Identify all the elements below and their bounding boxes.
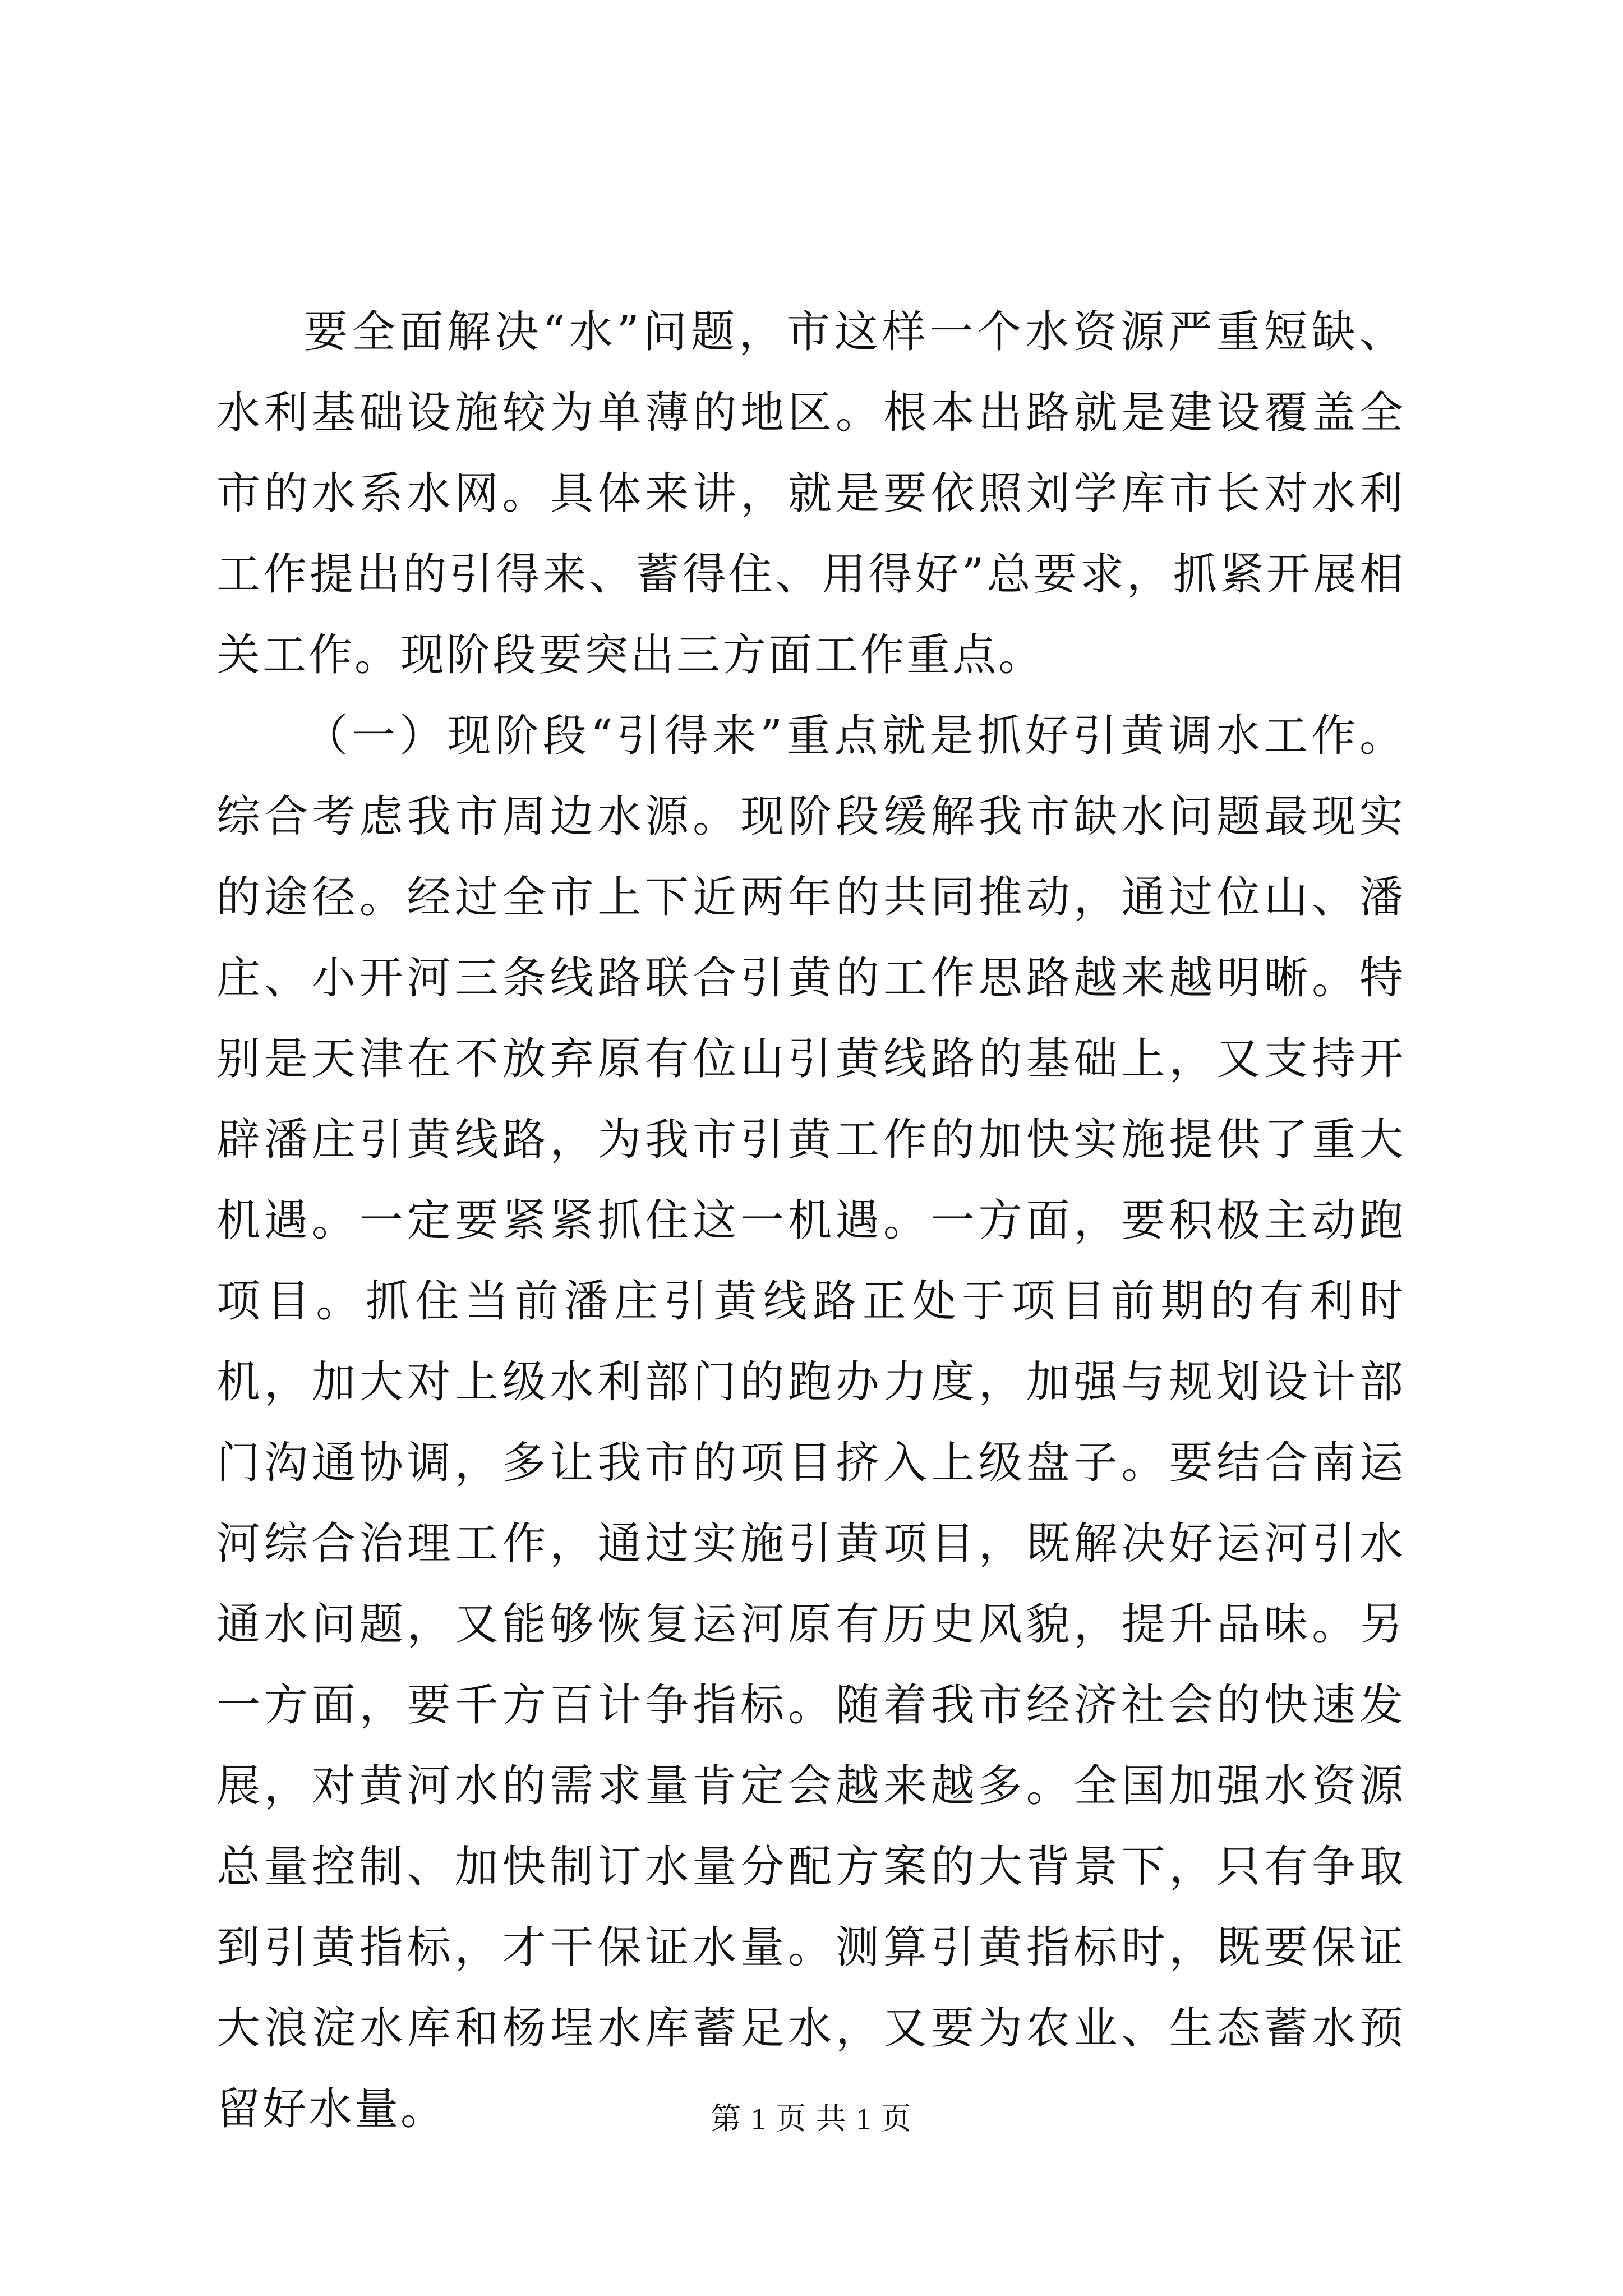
document-body [216,292,1405,2150]
page-footer: 第 1 页 共 1 页 [711,2102,912,2136]
paragraph-intro: 要全面解决“水”问题，市这样一个水资源严重短缺、水利基础设施较为单薄的地区。根本出路就是建设覆盖全市的水系水网。具体来讲，就是要依照刘学库市长对水利工作提出的引得来、蓄得住、用得好”总要求，抓紧开展相关工作。现阶段要突出三方面工作重点。 [216,307,1405,680]
paragraph-section-one: （一）现阶段“引得来”重点就是抓好引黄调水工作。综合考虑我市周边水源。现阶段缓解我市缺水问题最现实的途径。经过全市上下近两年的共同推动，通过位山、潘庄、小开河三条线路联合引黄的工作思路越来越明晰。特别是天津在不放弃原有位山引黄线路的基础上，又支持开辟潘庄引黄线路，为我市引黄工作的加快实施提供了重大机遇。一定要紧紧抓住这一机遇。一方面，要积极主动跑项目。抓住当前潘庄引黄线路正处于项目前期的有利时机，加大对上级水利部门的跑办力度，加强与规划设计部门沟通协调，多让我市的项目挤入上级盘子。要结合南运河综合治理工作，通过实施引黄项目，既解决好运河引水通水问题，又能够恢复运河原有历史风貌，提升品味。另一方面，要千方百计争指标。随着我市经济社会的快速发展，对黄河水的需求量肯定会越来越多。全国加强水资源总量控制、加快制订水量分配方案的大背景下，只有争取到引黄指标，才干保证水量。测算引黄指标时，既要保证大浪淀水库和杨埕水库蓄足水，又要为农业、生态蓄水预留好水量。 [216,711,1405,2134]
